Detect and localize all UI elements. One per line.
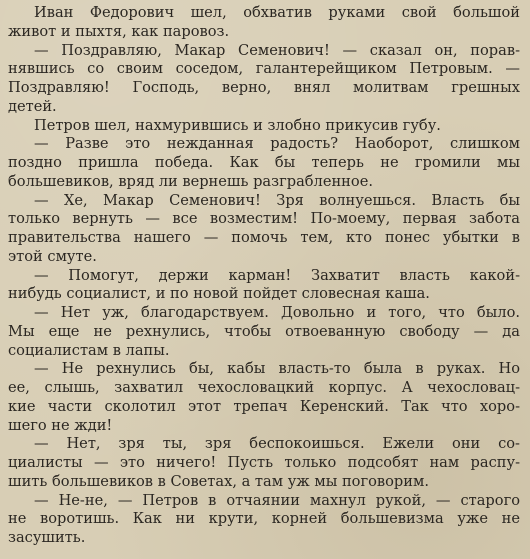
text-line: шить большевиков в Советах, а там уж мы поговорим. <box>8 472 429 490</box>
text-line: шего не жди! <box>8 416 113 434</box>
text-line: детей. <box>8 97 57 115</box>
text-line: — Поздравляю, Макар Семенович! — сказал он, порав- <box>34 41 520 59</box>
text-line: Петров шел, нахмурившись и злобно прикусив губу. <box>34 116 441 134</box>
text-line: правительства нашего — помочь тем, кто понес убытки в <box>8 229 520 246</box>
text-line: — Хе, Макар Семенович! Зря волнуешься. Власть бы <box>34 191 520 209</box>
paragraph <box>8 360 520 435</box>
text-line: — Разве это нежданная радость? Наоборот, слишком <box>34 135 520 153</box>
text-line: этой смуте. <box>8 247 97 265</box>
text-line: — Помогут, держи карман! Захватит власть какой- <box>34 266 520 284</box>
page-text <box>8 4 520 548</box>
text-line: нявшись со своим соседом, галантерейщиком Петровым. — <box>8 60 520 78</box>
text-line: засушить. <box>8 529 86 546</box>
text-line: — Не рехнулись бы, кабы власть-то была в руках. Но <box>34 360 520 378</box>
text-line: живот и пыхтя, как паровоз. <box>8 22 230 40</box>
paragraph <box>8 4 520 42</box>
text-line: социалистам в лапы. <box>8 341 170 359</box>
text-line: Иван Федорович шел, обхватив руками свой большой <box>34 4 520 21</box>
text-line: циалисты — это ничего! Пусть только подсобят нам распу- <box>8 454 520 471</box>
paragraph <box>8 304 520 360</box>
text-line: ее, слышь, захватил чехословацкий корпус. А чехословац- <box>8 379 520 396</box>
text-line: — Нет уж, благодарствуем. Довольно и того, что было. <box>34 304 520 321</box>
text-line: нибудь социалист, и по новой пойдет словесная каша. <box>8 285 430 303</box>
paragraph <box>8 267 520 305</box>
paragraph <box>8 435 520 491</box>
text-line: не воротишь. Как ни крути, корней большевизма уже не <box>8 510 520 528</box>
paragraph <box>8 135 520 191</box>
text-line: — Не-не, — Петров в отчаянии махнул рукой, — старого <box>34 491 520 509</box>
paragraph <box>8 192 520 267</box>
paragraph <box>8 492 520 548</box>
text-line: большевиков, вряд ли вернешь разграбленное. <box>8 172 373 190</box>
text-line: Поздравляю! Господь, верно, внял молитвам грешных <box>8 79 520 96</box>
text-line: поздно пришла победа. Как бы теперь не громили мы <box>8 154 520 171</box>
text-line: только вернуть — все возместим! По-моему, первая забота <box>8 210 520 228</box>
paragraph <box>8 42 520 117</box>
text-line: Мы еще не рехнулись, чтобы отвоеванную свободу — да <box>8 322 520 340</box>
paragraph <box>8 117 520 136</box>
text-line: — Нет, зря ты, зря беспокоишься. Ежели они со- <box>34 435 520 453</box>
text-line: кие части сколотил этот трепач Керенский. Так что хоро- <box>8 397 520 415</box>
